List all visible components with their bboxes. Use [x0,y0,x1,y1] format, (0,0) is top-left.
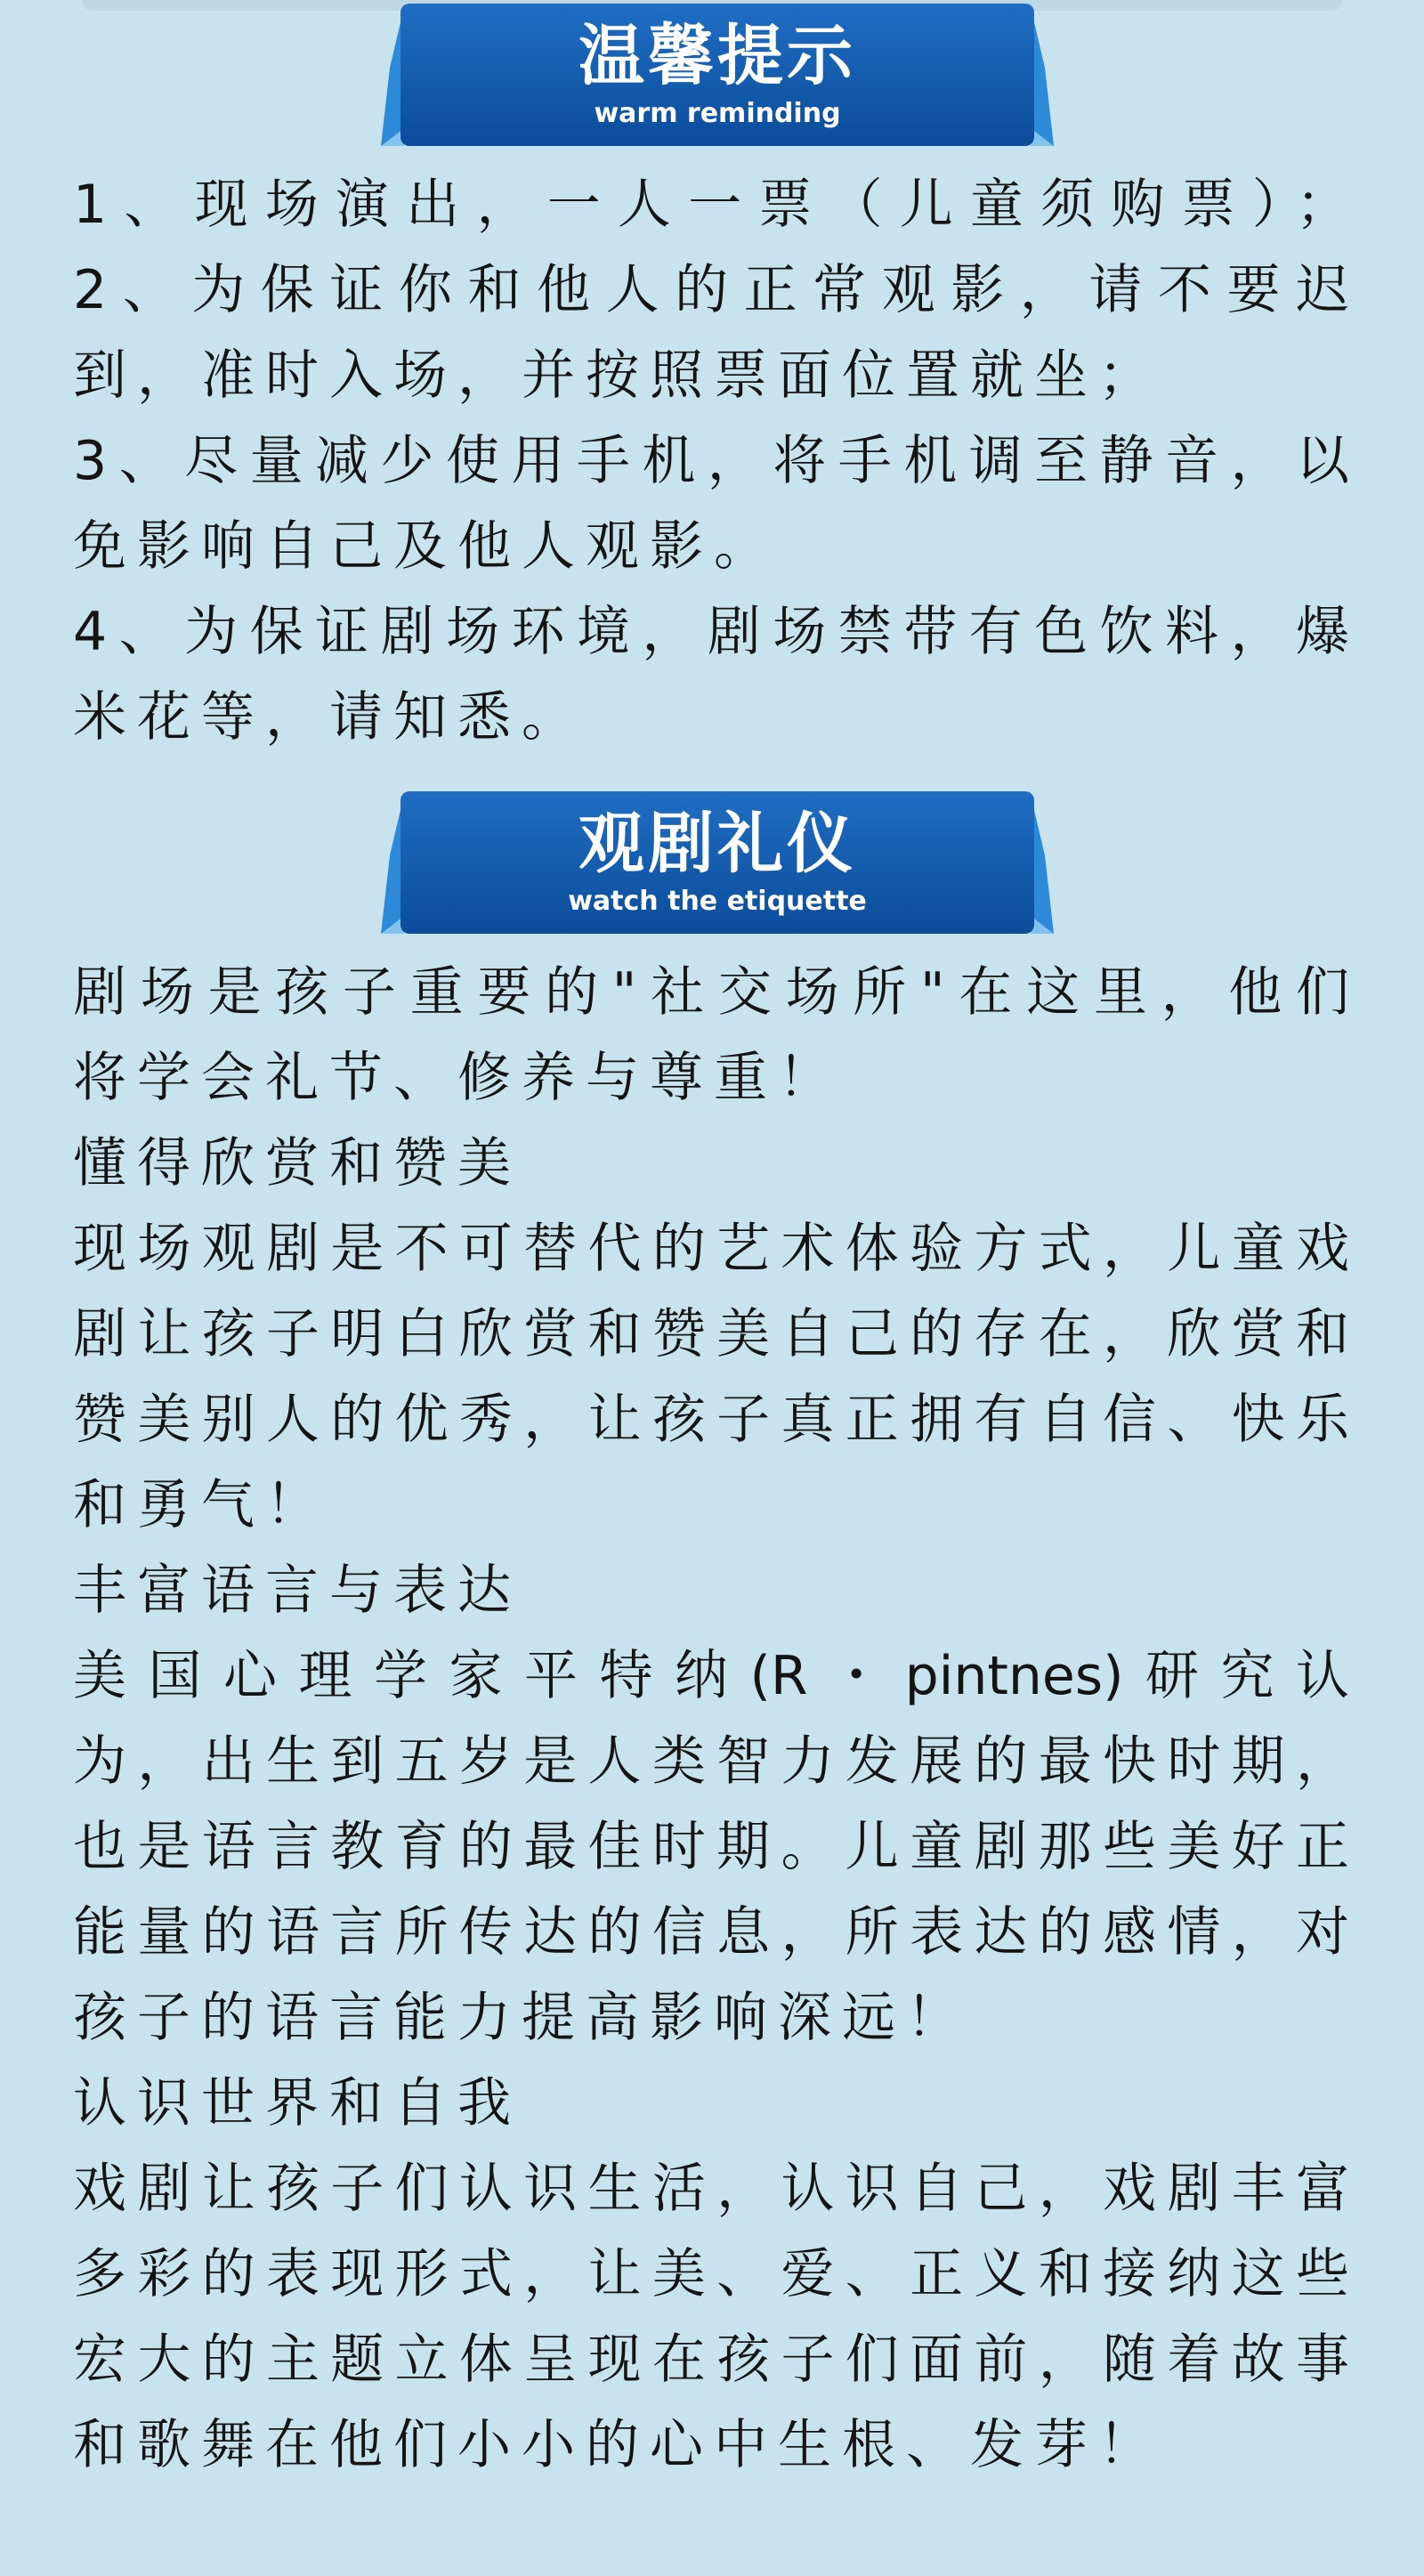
etiquette-line-2: 将学会礼节、修养与尊重！ [73,1047,842,1109]
etiquette-line-12: 能量的语言所传达的信息，所表达的感情，对 [73,1901,1349,1964]
etiquette-line-1: 剧场是孩子重要的"社交场所"在这里，他们 [73,961,1349,1024]
etiquette-line-17: 宏大的主题立体呈现在孩子们面前，随着故事 [73,2329,1349,2391]
reminder-line-1: 1、现场演出，一人一票（儿童须购票）； [73,174,1349,236]
etiquette-line-4: 现场观剧是不可替代的艺术体验方式，儿童戏 [73,1218,1349,1280]
etiquette-text [73,950,1349,2488]
reminder-line-7: 米花等，请知悉。 [73,686,586,749]
etiquette-line-5: 剧让孩子明白欣赏和赞美自己的存在，欣赏和 [73,1303,1349,1365]
reminder-line-3: 到，准时入场，并按照票面位置就坐； [73,344,1162,407]
etiquette-heading-appreciation: 懂得欣赏和赞美 [73,1132,522,1195]
etiquette-line-18: 和歌舞在他们小小的心中生根、发芽！ [73,2414,1162,2476]
etiquette-subtitle: watch the etiquette [568,886,867,917]
reminder-subtitle: warm reminding [594,98,841,129]
reminder-line-2: 2、为保证你和他人的正常观影，请不要迟 [73,259,1349,321]
etiquette-line-7: 和勇气！ [73,1474,329,1536]
etiquette-heading-language: 丰富语言与表达 [73,1559,522,1622]
etiquette-title: 观剧礼仪 [578,806,856,882]
etiquette-line-16: 多彩的表现形式，让美、爱、正义和接纳这些 [73,2243,1349,2305]
reminder-banner [381,4,1054,149]
etiquette-line-10: 为，出生到五岁是人类智力发展的最快时期， [73,1730,1349,1793]
etiquette-banner [381,791,1054,936]
etiquette-line-6: 赞美别人的优秀，让孩子真正拥有自信、快乐 [73,1389,1349,1451]
reminder-text [73,162,1349,760]
etiquette-heading-world: 认识世界和自我 [73,2072,522,2135]
etiquette-line-11: 也是语言教育的最佳时期。儿童剧那些美好正 [73,1816,1349,1878]
reminder-line-4: 3、尽量减少使用手机，将手机调至静音，以 [73,430,1349,492]
etiquette-line-9: 美国心理学家平特纳(R・pintnes)研究认 [73,1645,1349,1707]
reminder-title: 温馨提示 [578,18,856,94]
etiquette-line-15: 戏剧让孩子们认识生活，认识自己，戏剧丰富 [73,2158,1349,2220]
reminder-line-5: 免影响自己及他人观影。 [73,515,778,578]
etiquette-line-13: 孩子的语言能力提高影响深远！ [73,1987,970,2049]
reminder-line-6: 4、为保证剧场环境，剧场禁带有色饮料，爆 [73,601,1349,663]
